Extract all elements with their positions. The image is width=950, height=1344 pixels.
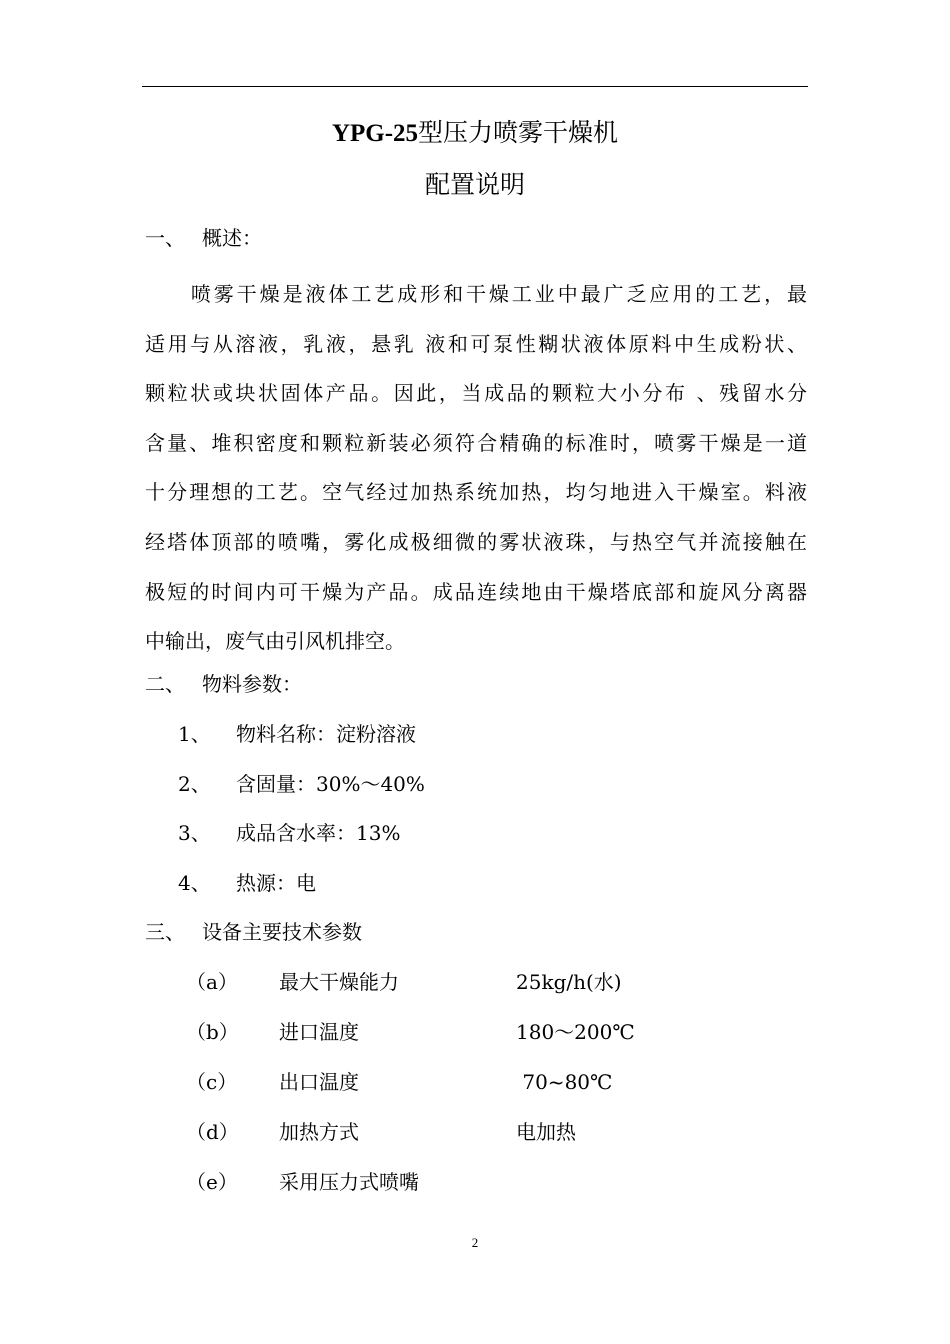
- param-value: 电加热: [516, 1120, 576, 1144]
- item-number: 3、: [178, 821, 211, 845]
- param-label: 加热方式: [279, 1120, 359, 1144]
- section-title: 概述：: [202, 226, 262, 250]
- page-number: 2: [471, 1235, 479, 1250]
- material-param-item: [178, 770, 425, 798]
- item-text: 热源：电: [236, 871, 316, 895]
- param-key: （a）: [186, 970, 238, 994]
- item-number: 1、: [178, 722, 211, 746]
- item-number: 4、: [178, 871, 211, 895]
- material-param-item: [178, 720, 416, 748]
- title-main: 型压力喷雾干燥机: [418, 118, 619, 147]
- model-number: YPG-25: [331, 120, 419, 147]
- item-text: 含固量：30%～40%: [236, 772, 425, 796]
- paragraph-line: 含量、堆积密度和颗粒新装必须符合精确的标准时，喷雾干燥是一道: [145, 430, 807, 455]
- section-number: 三、: [145, 920, 185, 944]
- material-param-item: [178, 869, 316, 897]
- param-value: 70~80℃: [516, 1070, 613, 1094]
- param-key: （b）: [186, 1020, 239, 1044]
- param-key: （e）: [186, 1170, 238, 1194]
- paragraph-line: 中输出，废气由引风机排空。: [145, 629, 405, 654]
- param-key: （d）: [186, 1120, 239, 1144]
- section-number: 二、: [145, 672, 185, 696]
- param-label: 最大干燥能力: [279, 970, 399, 994]
- paragraph-line: 适用与从溶液，乳液，悬乳 液和可泵性糊状液体原料中生成粉状、: [145, 331, 807, 356]
- document-subtitle: 配置说明: [424, 170, 525, 199]
- param-label: 采用压力式喷嘴: [279, 1170, 419, 1194]
- material-param-item: [178, 819, 400, 847]
- paragraph-line: 喷雾干燥是液体工艺成形和干燥工业中最广乏应用的工艺，最: [145, 282, 807, 306]
- header-rule: [142, 86, 808, 87]
- item-text: 成品含水率：13%: [236, 821, 401, 845]
- param-label: 进口温度: [279, 1020, 359, 1044]
- section-title: 物料参数：: [202, 672, 302, 696]
- param-key: （c）: [186, 1070, 238, 1094]
- item-number: 2、: [178, 772, 211, 796]
- paragraph-line: 十分理想的工艺。空气经过加热系统加热，均匀地进入干燥室。料液: [145, 480, 807, 505]
- section-heading-material: [145, 670, 302, 698]
- document-title: [0, 118, 950, 149]
- section-number: 一、: [145, 226, 185, 250]
- param-value: 25kg/h(水): [516, 970, 622, 994]
- paragraph-line: 颗粒状或块状固体产品。因此，当成品的颗粒大小分布 、残留水分: [145, 381, 807, 406]
- section-title: 设备主要技术参数: [202, 920, 362, 944]
- section-heading-overview: [145, 224, 262, 252]
- param-label: 出口温度: [279, 1070, 359, 1094]
- paragraph-line: 经塔体顶部的喷嘴，雾化成极细微的雾状液珠，与热空气并流接触在: [145, 529, 807, 554]
- overview-paragraph: [145, 270, 807, 667]
- param-value: 180～200℃: [516, 1020, 635, 1044]
- section-heading-tech: [145, 918, 362, 946]
- paragraph-line: 极短的时间内可干燥为产品。成品连续地由干燥塔底部和旋风分离器: [145, 579, 807, 604]
- item-text: 物料名称：淀粉溶液: [236, 722, 416, 746]
